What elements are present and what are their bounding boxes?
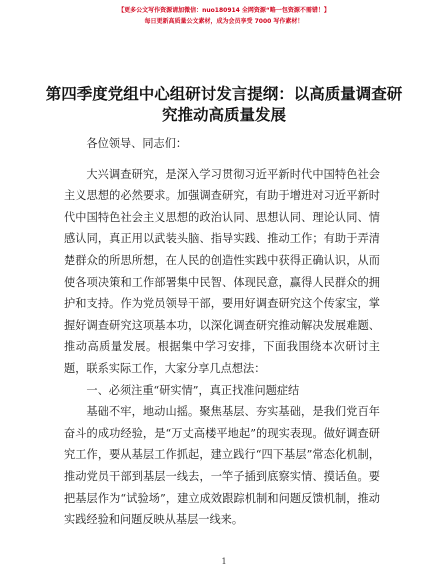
intro-paragraph: 大兴调查研究，是深入学习贯彻习近平新时代中国特色社会主义思想的必然要求。加强调查研究，有助于增进对习近平新时代中国特色社会主义思想的政治认同、思想认同、理论认同、情感认同，真正用以武装头脑、指导实践、推动工作；有助于弄清楚群众的所思所想，在人民的创造性实践中获得正确认识，从而使各项决策和工作部署集中民智、体现民意，赢得人民群众的拥护和支持。作为党员领导干部，要用好调查研究这个传家宝，掌握好调查研究这项基本功，以深化调查研究推动解决发展难题、推动高质量发展。根据集中学习安排，下面我围绕本次研讨主题，联系实际工作，大家分享几点想法：: [64, 167, 380, 375]
page-number: 1: [221, 557, 227, 566]
document-body: [64, 133, 380, 531]
promo-banner-line1: 【更多公文写作资源请加微信：nuo180914 全网资源“略一包资源不需错！】: [118, 7, 330, 14]
section-heading-1: 一、必须注重“研实情”，真正找准问题症结: [86, 383, 300, 397]
section-paragraph-1: 基础不牢，地动山摇。聚焦基层、夯实基础，是我们党百年奋斗的成功经验，是“万丈高楼平地起”的现实表现。做好调查研究工作，要从基层工作抓起，建立践行“四下基层”常态化机制，推动党员干部到基层一线去，一竿子插到底察实情、摸话鱼。要把基层作为“试验场”，建立成效跟踪机制和问题反馈机制，推动实践经验和问题反映从基层一线来。: [64, 405, 380, 527]
promo-banner: [0, 6, 448, 26]
promo-banner-line2: 每日更新高质量公文素材，成为会员享受 7000 写作素材！: [144, 18, 304, 25]
salutation: 各位领导、同志们：: [86, 137, 188, 150]
document-title: 第四季度党组中心组研讨发言提纲：以高质量调查研究推动高质量发展: [45, 85, 403, 124]
